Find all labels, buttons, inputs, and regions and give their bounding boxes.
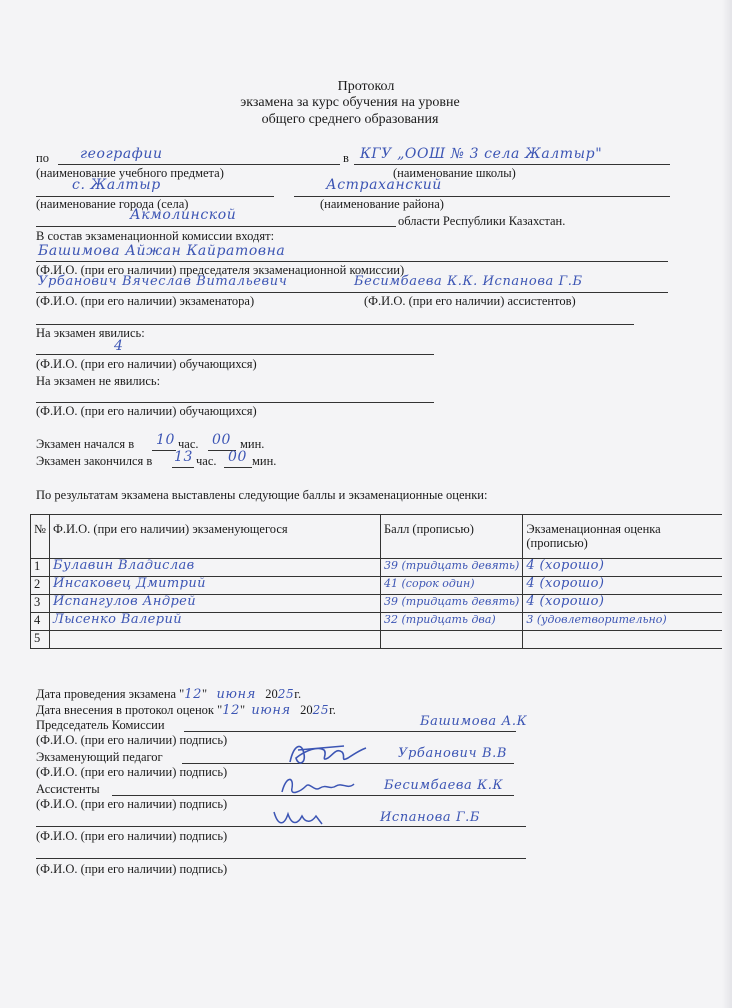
school-caption: (наименование школы) <box>393 166 516 180</box>
examiner-line <box>36 292 668 293</box>
exam-date-line: Дата проведения экзамена "12" июня 2025г. <box>36 687 302 702</box>
entry-year: 25 <box>312 703 330 717</box>
examiner-caption: (Ф.И.О. (при его наличии) экзаменатора) <box>36 294 255 308</box>
district-value: Астраханский <box>326 177 442 193</box>
teacher-signature-icon <box>284 736 370 770</box>
region-value: Акмолинской <box>130 207 237 223</box>
start-min-word: мин. <box>240 437 265 451</box>
chair-value: Башимова Айжан Кайратовна <box>38 243 286 259</box>
present-value: 4 <box>114 338 124 354</box>
absent-line <box>36 402 434 403</box>
v-label: в <box>343 151 349 165</box>
chair-sign-caption: (Ф.И.О. (при его наличии) подпись) <box>36 733 228 747</box>
table-row <box>31 613 723 631</box>
start-prefix: Экзамен начался в <box>36 437 135 451</box>
row-num: 5 <box>31 631 50 649</box>
table-row <box>31 595 723 613</box>
subject-line <box>58 164 340 165</box>
extra-sign-line <box>36 858 526 859</box>
col-header-name: Ф.И.О. (при его наличии) экзаменующегося <box>50 515 381 559</box>
entry-date-line: Дата внесения в протокол оценок "12" июня 2025г. <box>36 703 336 718</box>
document-subtitle-1: экзамена за курс обучения на уровне <box>240 95 460 110</box>
city-caption: (наименование города (села) <box>36 197 189 211</box>
row-name: Испангулов Андрей <box>50 595 381 613</box>
region-suffix: области Республики Казахстан. <box>398 214 566 228</box>
row-grade: 4 (хорошо) <box>523 595 723 613</box>
row-num: 4 <box>31 613 50 631</box>
exam-date-prefix: Дата проведения экзамена " <box>36 687 185 701</box>
start-hour-word: час. <box>178 437 199 451</box>
exam-year: 25 <box>277 687 295 701</box>
row-grade: 4 (хорошо) <box>523 559 723 577</box>
end-hour-word: час. <box>196 454 217 468</box>
row-score: 39 (тридцать девять) <box>381 559 523 577</box>
end-min-word: мин. <box>252 454 277 468</box>
exam-day: 12 <box>184 687 203 702</box>
extra-sign-caption: (Ф.И.О. (при его наличии) подпись) <box>36 862 228 876</box>
table-row <box>31 577 723 595</box>
results-label: По результатам экзамена выставлены следующие баллы и экзаменационные оценки: <box>36 488 488 502</box>
entry-day: 12 <box>222 703 240 718</box>
assistant2-signature-icon <box>270 804 330 832</box>
assistant1-signature-icon <box>278 772 358 800</box>
school-value: КГУ „ООШ № 3 села Жалтыр" <box>360 146 603 162</box>
assistant-value: Бесимбаева К.К. Испанова Г.Б <box>354 274 583 289</box>
table-row <box>31 559 723 577</box>
assistant1-sign-caption: (Ф.И.О. (при его наличии) подпись) <box>36 797 228 811</box>
assistants-sign-label: Ассистенты <box>36 782 100 796</box>
document-title: Протокол <box>337 79 395 94</box>
row-name: Булавин Владислав <box>50 559 381 577</box>
absent-label: На экзамен не явились: <box>36 374 161 388</box>
row-score: 41 (сорок один) <box>381 577 523 595</box>
subject-value: географии <box>80 146 163 162</box>
end-hour-line <box>172 467 194 468</box>
exam-year-prefix: 20 <box>265 687 278 701</box>
end-min-line <box>224 467 252 468</box>
district-caption: (наименование района) <box>320 197 444 211</box>
assistant-extra-line <box>36 324 634 325</box>
chair-sign-line <box>184 731 516 732</box>
end-min: 00 <box>228 449 248 465</box>
subject-caption: (наименование учебного предмета) <box>36 166 224 180</box>
school-line <box>354 164 670 165</box>
row-grade <box>523 631 723 649</box>
po-label: по <box>36 151 49 165</box>
chair-sign-label: Председатель Комиссии <box>36 718 165 732</box>
start-hour: 10 <box>156 432 176 448</box>
page-edge-shadow <box>722 0 732 1008</box>
row-score: 39 (тридцать девять) <box>381 595 523 613</box>
present-line <box>36 354 434 355</box>
entry-month: июня <box>251 703 291 718</box>
entry-year-prefix: 20 <box>300 703 313 717</box>
chair-caption: (Ф.И.О. (при его наличии) председателя экзаменационной комиссии) <box>36 263 405 277</box>
row-num: 3 <box>31 595 50 613</box>
region-line <box>36 226 396 227</box>
row-grade: 4 (хорошо) <box>523 577 723 595</box>
present-caption: (Ф.И.О. (при его наличии) обучающихся) <box>36 357 257 371</box>
exam-month: июня <box>216 687 256 702</box>
col-header-grade: Экзаменационная оценка (прописью) <box>523 515 723 559</box>
table-row <box>31 631 723 649</box>
teacher-sign-label: Экзаменующий педагог <box>36 750 163 764</box>
teacher-sign-caption: (Ф.И.О. (при его наличии) подпись) <box>36 765 228 779</box>
row-grade: 3 (удовлетворительно) <box>523 613 723 631</box>
row-num: 2 <box>31 577 50 595</box>
entry-year-suffix: г. <box>329 703 336 717</box>
city-value: с. Жалтыр <box>72 177 161 193</box>
row-name: Инсаковец Дмитрий <box>50 577 381 595</box>
row-name <box>50 631 381 649</box>
assistant2-sign-caption: (Ф.И.О. (при его наличии) подпись) <box>36 829 228 843</box>
present-label: На экзамен явились: <box>36 326 145 340</box>
assistant2-sign-name: Испанова Г.Б <box>380 810 481 825</box>
col-header-num: № <box>31 515 50 559</box>
row-score <box>381 631 523 649</box>
results-table <box>30 514 723 649</box>
row-name: Лысенко Валерий <box>50 613 381 631</box>
end-hour: 13 <box>174 449 194 465</box>
table-header-row <box>31 515 723 559</box>
entry-date-prefix: Дата внесения в протокол оценок " <box>36 703 223 717</box>
exam-year-suffix: г. <box>294 687 302 701</box>
start-hour-line <box>152 450 176 451</box>
row-score: 32 (тридцать два) <box>381 613 523 631</box>
end-prefix: Экзамен закончился в <box>36 454 153 468</box>
commission-label: В состав экзаменационной комиссии входят: <box>36 229 275 243</box>
assistant-caption: (Ф.И.О. (при его наличии) ассистентов) <box>364 294 576 308</box>
assistant1-sign-name: Бесимбаева К.К <box>384 778 504 793</box>
teacher-sign-name: Урбанович В.В <box>398 746 507 761</box>
absent-caption: (Ф.И.О. (при его наличии) обучающихся) <box>36 404 257 418</box>
document-subtitle-2: общего среднего образования <box>261 112 439 127</box>
examiner-value: Урбанович Вячеслав Витальевич <box>38 274 288 289</box>
row-num: 1 <box>31 559 50 577</box>
chair-line <box>36 261 668 262</box>
col-header-score: Балл (прописью) <box>381 515 523 559</box>
chair-sign-name: Башимова А.К <box>420 714 528 729</box>
start-min: 00 <box>212 432 232 448</box>
